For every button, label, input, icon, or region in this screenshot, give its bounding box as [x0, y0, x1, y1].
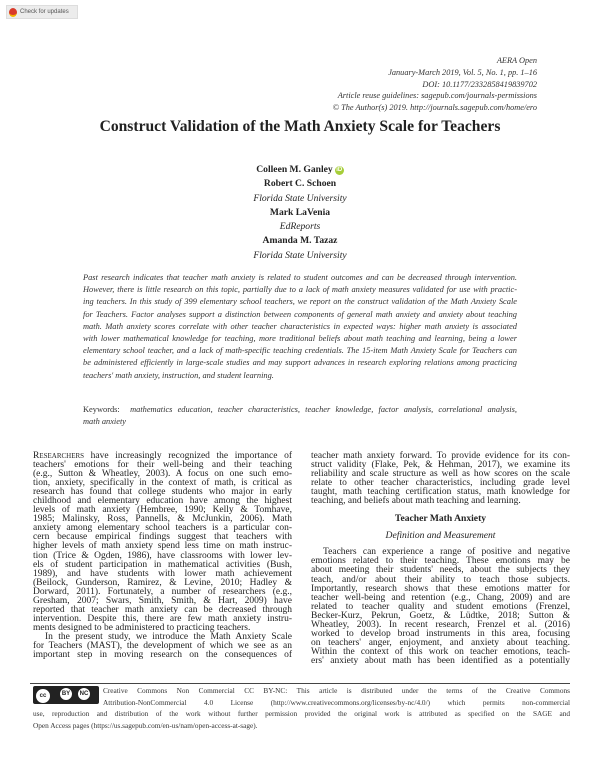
- cc-by-nc-logo[interactable]: [33, 686, 99, 704]
- cc-icon: cc: [35, 688, 51, 704]
- body-line: relate to other teacher characteristics, including grade level: [311, 478, 570, 489]
- body-line: anxiety among elementary school teachers is a particular con-: [33, 523, 292, 534]
- footer-divider: [30, 683, 570, 684]
- body-line: Gresham, 2007; Swars, Smith, Smith, & Hart, 2009) have: [33, 595, 292, 606]
- body-line: reliability and scale structure as well as how scores on the scale: [311, 469, 570, 480]
- body-line: Within the context of this work on teacher emotions, teach-: [311, 646, 570, 657]
- abstract-line: teachers' math anxiety, instruction, and student learning.: [83, 370, 274, 380]
- orcid-icon[interactable]: iD: [336, 167, 343, 173]
- body-line: Becker-Kurz, Pekrun, Goetz, & Lüdtke, 2018; Sutton &: [311, 610, 570, 621]
- body-line: teacher well-being and retention (e.g., Chang, 2009) and are: [311, 592, 570, 603]
- body-line: taught, math teaching certification status, math knowledge for: [311, 487, 570, 498]
- author-affiliation: EdReports: [279, 221, 321, 233]
- body-line: (Beilock, Gunderson, Ramirez, & Levine, 2010; Hadley &: [33, 577, 292, 588]
- author-name: Amanda M. Tazaz: [262, 235, 338, 247]
- license-notice: [33, 685, 570, 732]
- body-line: els of student participation in mathematical activities (Bush,: [33, 559, 292, 570]
- author-name: Mark LaVenia: [269, 206, 331, 218]
- body-line: on teachers' anger, enjoyment, and anxiety about teaching.: [311, 637, 570, 648]
- body-line: Dorward, 2011). Fortunately, a number of researchers (e.g.,: [33, 586, 292, 597]
- abstract-line: However, there is little research on this topic, partially due to a lack of math anxiety measures validated for use with practic-: [83, 285, 517, 295]
- body-line: emotions related to their teaching. These emotions may be: [311, 556, 570, 567]
- paper-title: Construct Validation of the Math Anxiety Scale for Teachers: [99, 118, 501, 135]
- author-block: [0, 163, 600, 263]
- copyright: © The Author(s) 2019. http://journals.sagepub.com/home/ero: [332, 103, 537, 113]
- body-line: tion (Trice & Ogden, 1986), have classrooms with lower lev-: [33, 550, 292, 561]
- body-line: teachers' emotions for their well-being and their teaching: [33, 460, 292, 471]
- body-line: teach, and/or about their ability to teach those subjects.: [311, 574, 570, 585]
- body-line: 1985; Malinsky, Ross, Pannells, & McJunkin, 2006). Math: [33, 514, 292, 525]
- author-affiliation: Florida State University: [253, 192, 347, 204]
- body-line: teacher math anxiety forward. To provide evidence for its con-: [311, 451, 570, 461]
- body-line: struct validity (Flake, Pek, & Hehman, 2017), we examine its: [311, 460, 570, 471]
- body-line: for Teachers (MAST), the development of which we see as an: [33, 640, 292, 651]
- body-line: worked to develop broad instruments in this area, focusing: [311, 628, 570, 639]
- license-line: Open Access pages (https://us.sagepub.com/en-us/nam/open-access-at-sage).: [33, 721, 258, 731]
- body-line: ments designed to be administered to practicing teachers.: [33, 622, 251, 633]
- body-line: childhood and elementary education have among the highest: [33, 496, 292, 507]
- keywords-list: mathematics education, teacher characteristics, teacher knowledge, factor analysis, correlational analysis,: [130, 405, 517, 414]
- abstract-line: be administered efficiently in large-scale studies and may support advances in research exploring relations among practicing: [83, 358, 517, 368]
- license-line: Creative Commons Non Commercial CC BY-NC: This article is distributed under the terms of the Creative Commons: [103, 686, 570, 695]
- body-line: teaching, and beliefs about math teaching and learning.: [311, 496, 521, 507]
- body-line: tion, anxiety, specifically in the context of math, is critical as: [33, 478, 292, 489]
- issue-info: January-March 2019, Vol. 5, No. 1, pp. 1–16: [388, 67, 537, 77]
- subsection-heading: Definition and Measurement: [385, 530, 496, 542]
- keywords-list-cont: math anxiety: [83, 417, 127, 426]
- abstract-line: for Teachers. Factor analyses support a distinction between components of general math anxiety and anxiety about teaching: [83, 309, 517, 319]
- check-updates-label: Check for updates: [20, 9, 69, 15]
- journal-name: AERA Open: [496, 56, 537, 65]
- body-line: reported that teacher math anxiety can be decreased through: [33, 604, 292, 615]
- body-column-left: [33, 452, 292, 660]
- body-line: cern because empirical findings suggest that teachers with: [33, 532, 292, 543]
- license-line: Attribution-NonCommercial 4.0 License (http://www.creativecommons.org/licenses/by-nc/4.0/) which permits non-commercial: [103, 697, 570, 707]
- reuse-guidelines: Article reuse guidelines: sagepub.com/journals-permissions: [337, 91, 537, 101]
- body-line: about meeting their students' needs, about the subjects they: [311, 565, 570, 576]
- abstract-line: math. Math anxiety scores correlate with other teacher characteristics in expected ways: higher math anxiety is associated: [83, 321, 517, 331]
- keywords: [83, 404, 517, 428]
- license-line: use, reproduction and distribution of the work without further permission provided the original work is attributed as specified on the SAGE and: [33, 709, 570, 719]
- body-line: In the present study, we introduce the Math Anxiety Scale: [45, 631, 292, 642]
- abstract-line: elementary school teacher, and a lack of math-specific teaching credentials. The 15-item Math Anxiety Scale for Teachers can: [83, 346, 517, 356]
- section-heading: Teacher Math Anxiety: [394, 513, 487, 525]
- body-line: intervention. Despite this, there are few math anxiety instru-: [33, 613, 292, 624]
- doi: DOI: 10.1177/2332858419839702: [422, 79, 537, 89]
- author-name: Colleen M. Ganley: [256, 164, 333, 175]
- nc-icon: NC: [77, 687, 91, 701]
- body-column-right: [311, 452, 570, 666]
- author-affiliation: Florida State University: [253, 249, 347, 261]
- body-line: 1989), and have students with lower math achievement: [33, 568, 292, 579]
- body-line: Teachers can experience a range of positive and negative: [323, 547, 570, 558]
- abstract-line: Past research indicates that teacher math anxiety is related to student outcomes and can be decreased through intervention.: [83, 273, 517, 282]
- lead-word: Researchers: [33, 451, 85, 461]
- body-line: (e.g., Sutton & Wheatley, 2003). A focus on one such emo-: [33, 469, 292, 480]
- body-line: Wheatley, 2003). In recent research, Frenzel et al. (2016): [311, 619, 570, 630]
- body-line: levels of math anxiety (Hembree, 1990; Kelly & Tomhave,: [33, 505, 292, 516]
- body-line: related to teacher quality and student emotions (Frenzel,: [311, 601, 570, 612]
- by-icon: BY: [59, 687, 73, 701]
- abstract-line: with lower mathematical knowledge for teaching, more traditional beliefs about math teaching and learning, being a lower: [83, 334, 517, 344]
- body-line: ers' anxiety about math has been identified as a potentially: [311, 655, 570, 666]
- body-text: have increasingly recognized the importance of: [84, 451, 292, 461]
- body-line: research has found that college students who major in early: [33, 487, 292, 498]
- abstract-line: ing teachers. In this study of 399 elementary school teachers, we report on the construct validation of the Math Anxiety Scale: [83, 297, 517, 307]
- journal-metadata: [333, 55, 537, 114]
- keywords-label: Keywords:: [83, 405, 120, 414]
- author-name: Robert C. Schoen: [263, 178, 337, 190]
- check-for-updates-button[interactable]: [6, 5, 78, 19]
- body-line: higher levels of math anxiety spend less time on math instruc-: [33, 541, 292, 552]
- body-line: Importantly, research shows that these emotions matter for: [311, 583, 570, 594]
- body-line: important step in moving research on the consequences of: [33, 650, 292, 661]
- update-badge-icon: [9, 8, 17, 17]
- abstract: [83, 272, 517, 382]
